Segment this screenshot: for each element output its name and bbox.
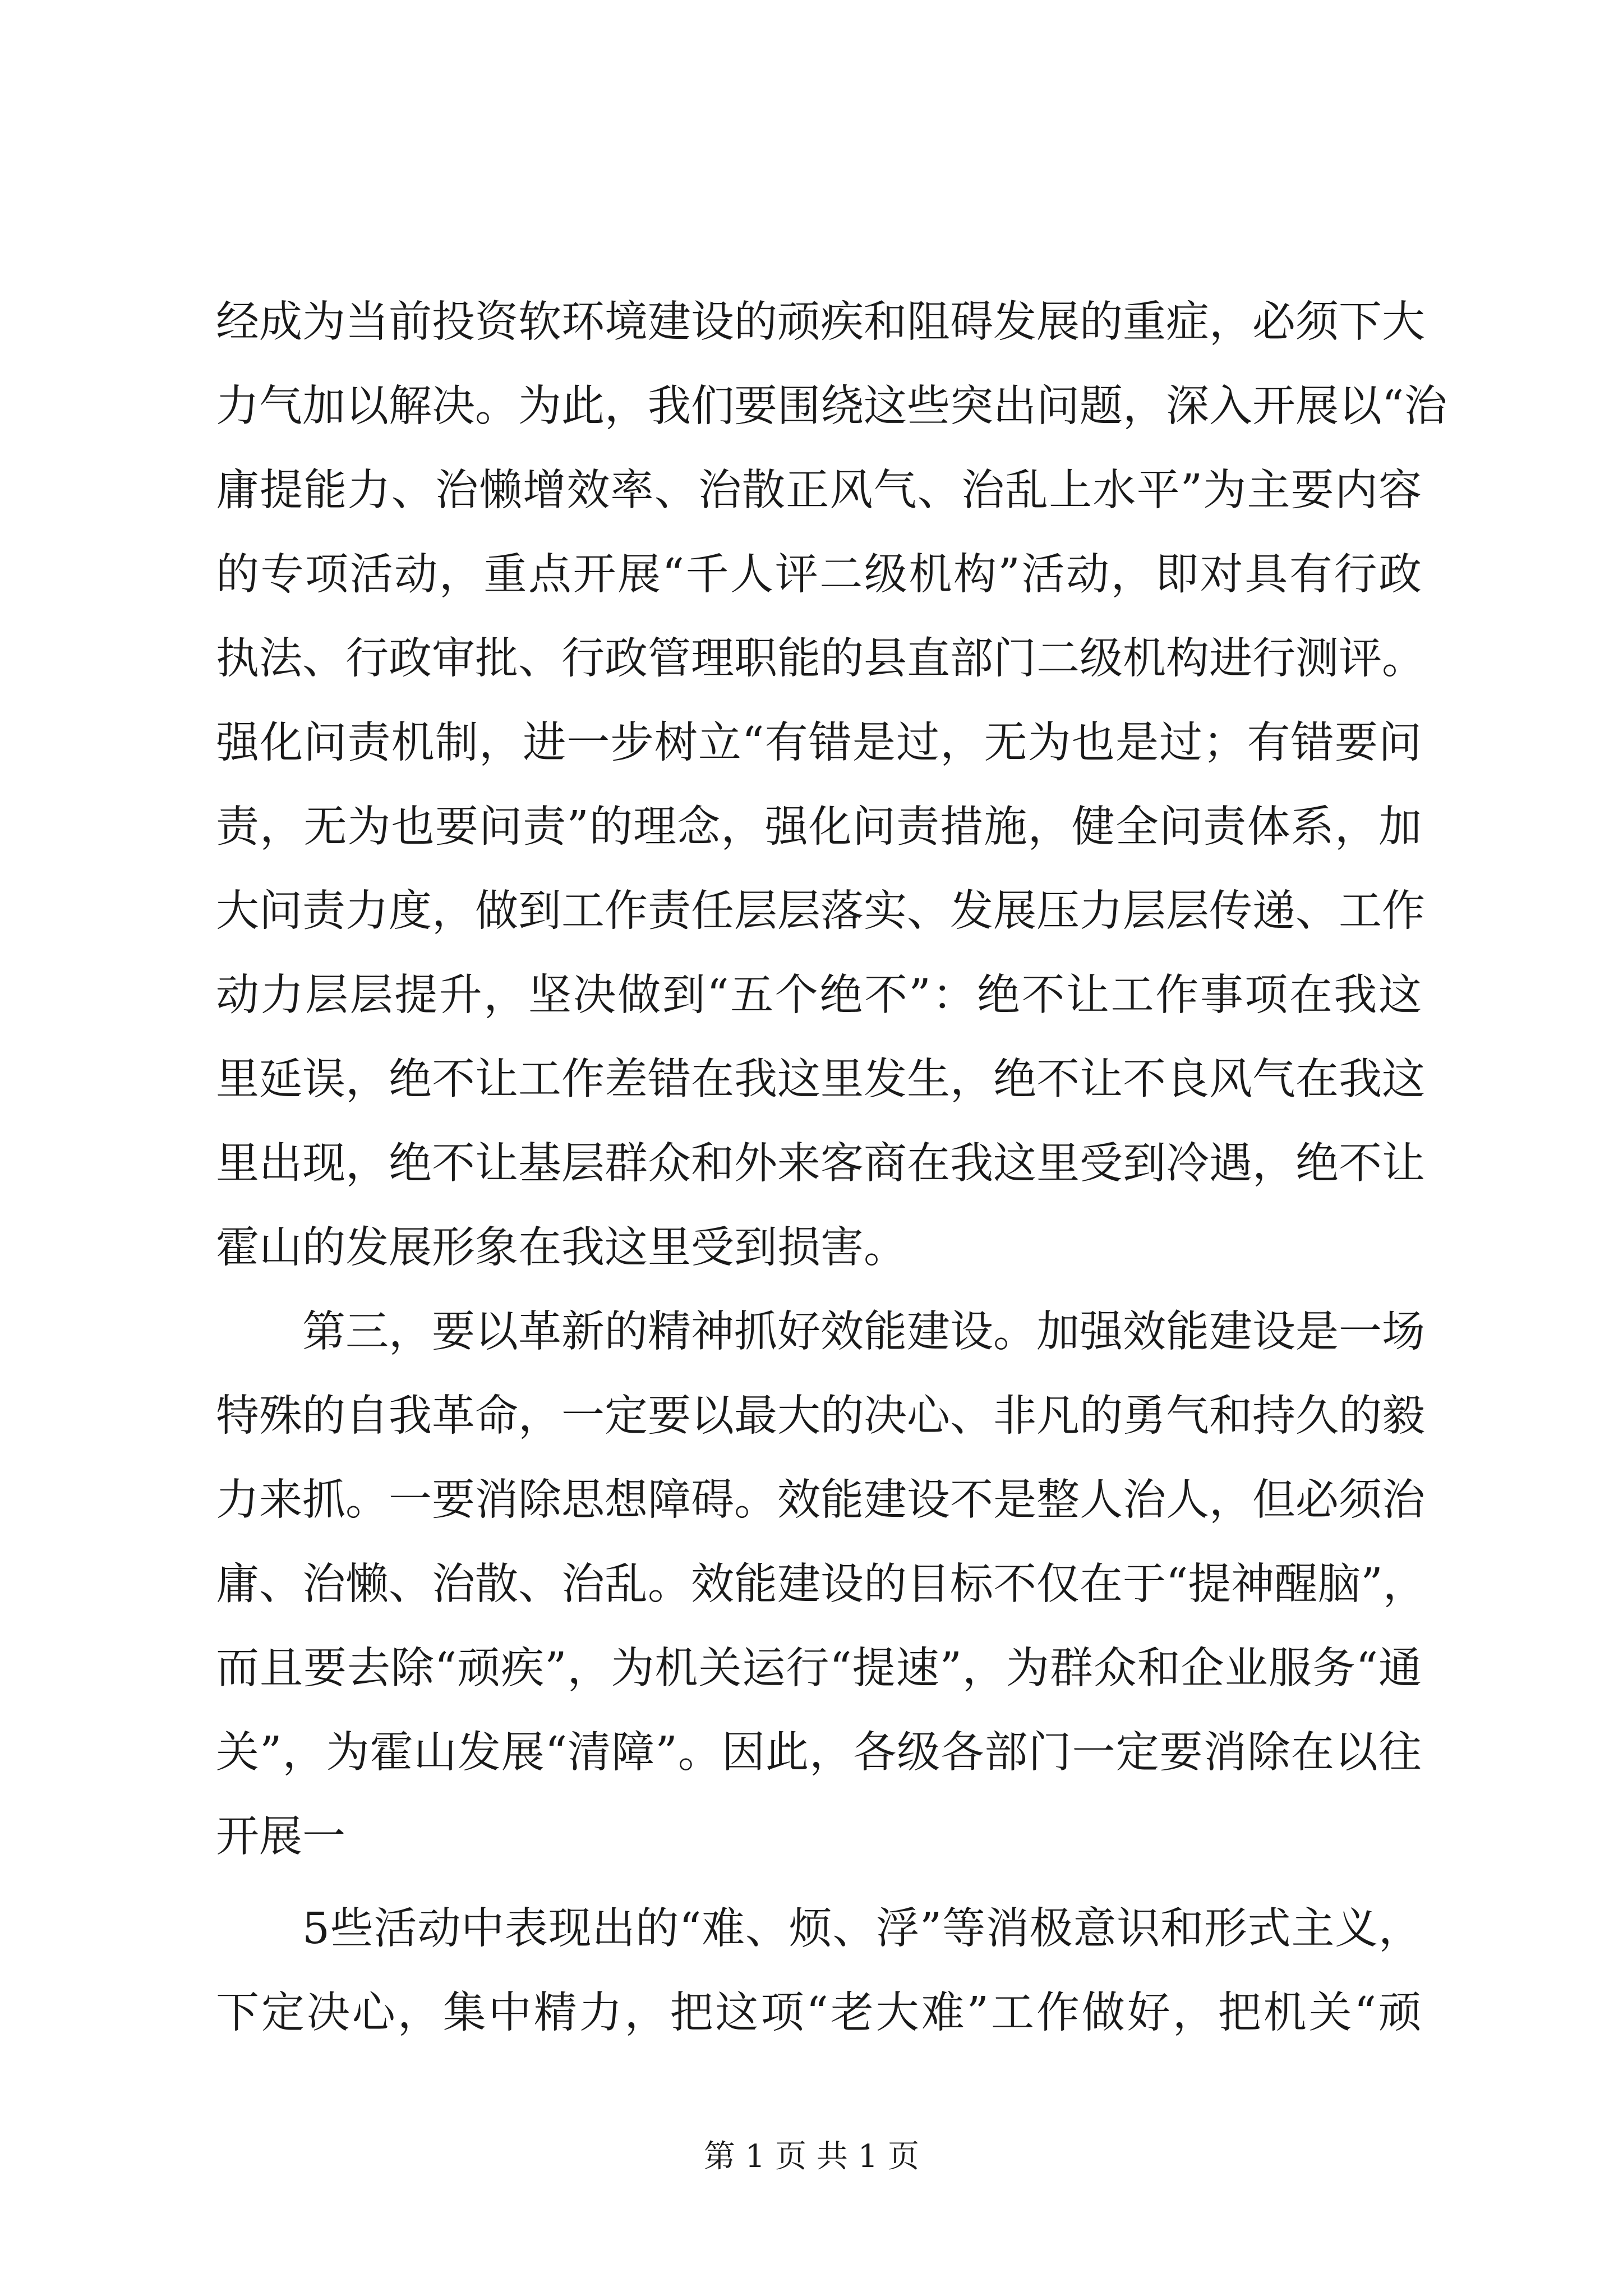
- text-line-20: 5些活动中表现出的“难、烦、浮”等消极意识和形式主义，: [302, 1904, 1422, 1954]
- text-line-6: 强化问责机制，进一步树立“有错是过，无为也是过；有错要问: [216, 718, 1422, 768]
- text-line-19: 开展一: [216, 1812, 345, 1862]
- text-line-16: 庸、治懒、治散、治乱。效能建设的目标不仅在于“提神醒脑”，: [216, 1559, 1426, 1609]
- text-line-10: 里延误，绝不让工作差错在我这里发生，绝不让不良风气在我这: [216, 1055, 1425, 1105]
- text-line-14: 特殊的自我革命，一定要以最大的决心、非凡的勇气和持久的毅: [216, 1391, 1425, 1441]
- document-body: [216, 280, 1447, 2055]
- text-line-8: 大问责力度，做到工作责任层层落实、发展压力层层传递、工作: [216, 886, 1425, 936]
- text-line-13: 第三，要以革新的精神抓好效能建设。加强效能建设是一场: [302, 1307, 1425, 1357]
- text-line-21: 下定决心，集中精力，把这项“老大难”工作做好，把机关“顽: [216, 1988, 1422, 2038]
- text-line-5: 执法、行政审批、行政管理职能的县直部门二级机构进行测评。: [216, 634, 1425, 684]
- page-footer: 第 1 页 共 1 页: [703, 2138, 920, 2175]
- paragraph-gap: [216, 1879, 1422, 1887]
- text-line-2: 力气加以解决。为此，我们要围绕这些突出问题，深入开展以“治: [216, 381, 1447, 431]
- text-line-17: 而且要去除“顽疾”，为机关运行“提速”，为群众和企业服务“通: [216, 1644, 1422, 1694]
- text-line-7: 责，无为也要问责”的理念，强化问责措施，健全问责体系，加: [216, 802, 1422, 852]
- text-line-11: 里出现，绝不让基层群众和外来客商在我这里受到冷遇，绝不让: [216, 1139, 1425, 1189]
- text-line-12: 霍山的发展形象在我这里受到损害。: [216, 1223, 907, 1273]
- text-line-4: 的专项活动，重点开展“千人评二级机构”活动，即对具有行政: [216, 550, 1422, 600]
- text-line-1: 经成为当前投资软环境建设的顽疾和阻碍发展的重症，必须下大: [216, 297, 1425, 347]
- text-line-15: 力来抓。一要消除思想障碍。效能建设不是整人治人，但必须治: [216, 1475, 1425, 1525]
- text-line-3: 庸提能力、治懒增效率、治散正风气、治乱上水平”为主要内容: [216, 466, 1422, 516]
- text-line-18: 关”，为霍山发展“清障”。因此，各级各部门一定要消除在以往: [216, 1728, 1422, 1778]
- text-line-9: 动力层层提升，坚决做到“五个绝不”：绝不让工作事项在我这: [216, 970, 1422, 1020]
